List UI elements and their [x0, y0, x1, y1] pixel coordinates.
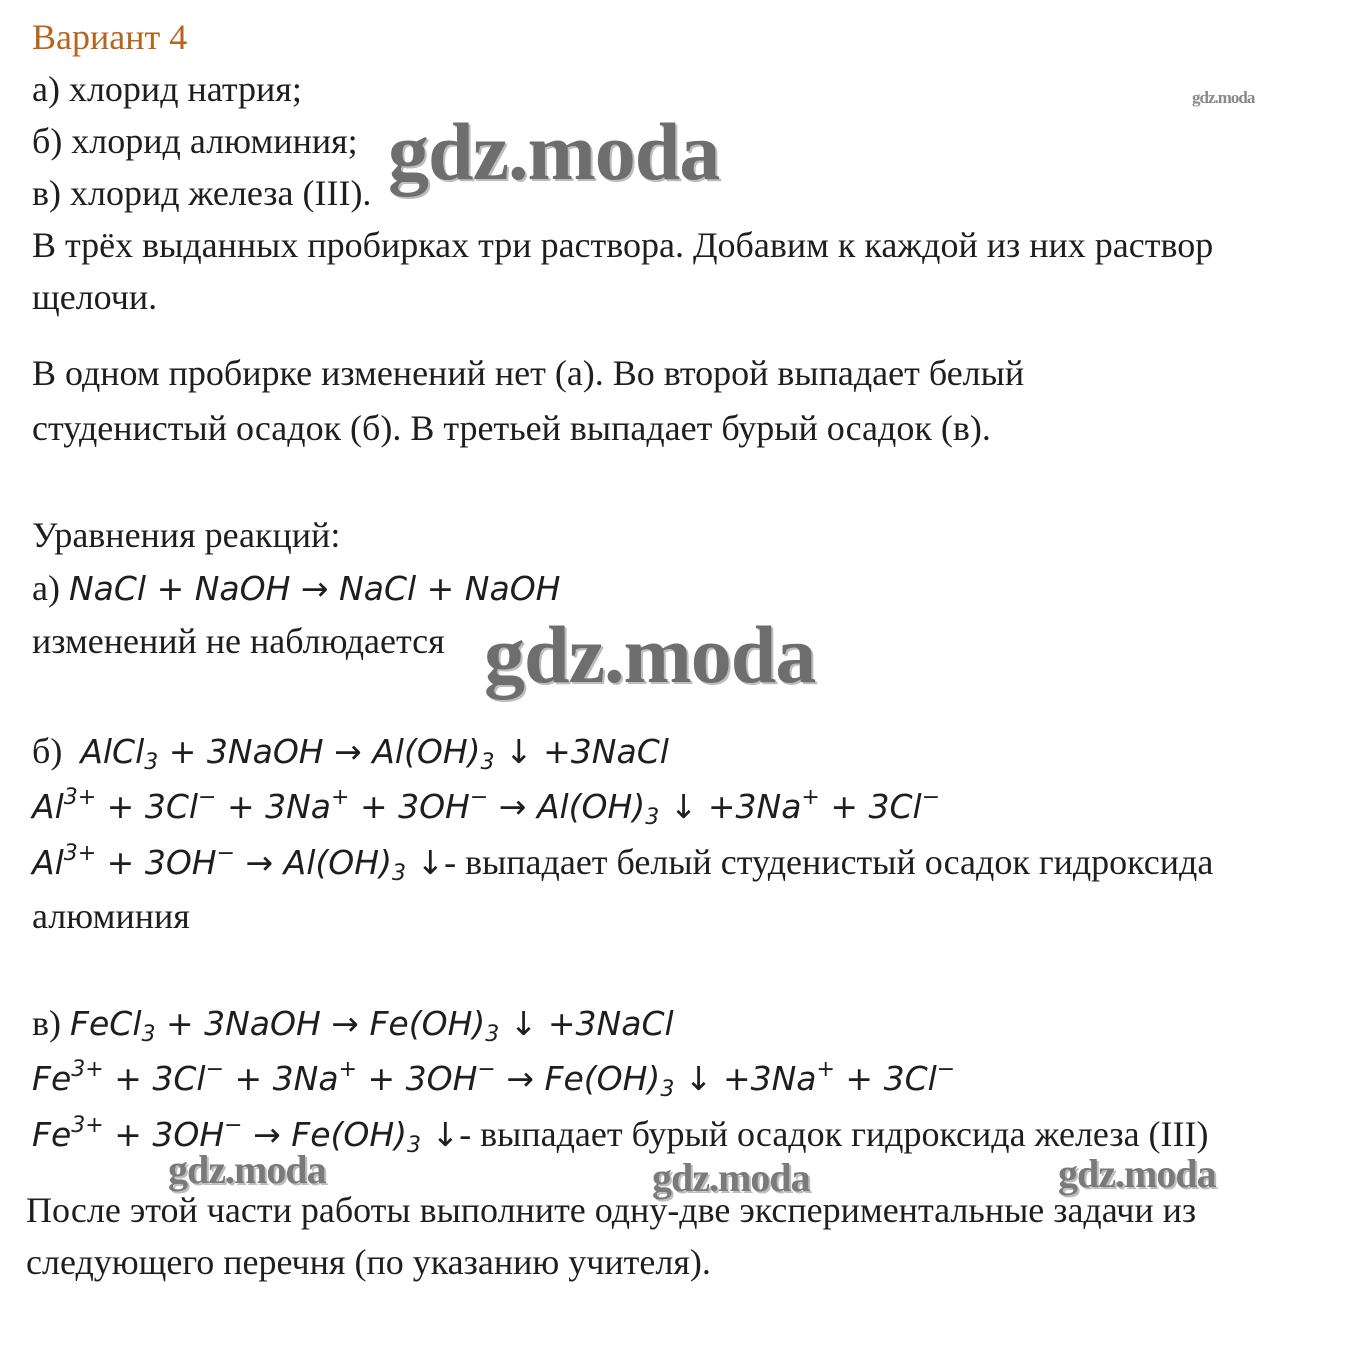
reaction-b-molecular — [32, 731, 669, 775]
reaction-c-prefix: в) — [32, 1003, 61, 1043]
item-a: а) хлорид натрия; — [32, 69, 302, 109]
watermark-small: gdz.moda — [1192, 88, 1255, 107]
reaction-c-formula: FeCl$_3$ + 3NaOH → $Fe(OH)_3$ ↓ +3NaCl — [70, 1004, 674, 1047]
reaction-a-prefix: а) — [32, 568, 60, 608]
equations-heading: Уравнения реакций: — [32, 515, 341, 555]
item-b: б) хлорид алюминия; — [32, 121, 358, 161]
intro-line-2: щелочи. — [32, 277, 158, 317]
reaction-b-note: - выпадает белый студенистый осадок гидроксида — [444, 842, 1214, 882]
watermark-top: gdz.moda — [388, 106, 720, 197]
reaction-a-note: изменений не наблюдается — [32, 621, 445, 661]
reaction-b-short-formula: $Al^{3+} + 3OH^- \to Al(OH)_3$ ↓ — [32, 841, 445, 886]
footer-line-2: следующего перечня (по указанию учителя). — [26, 1242, 711, 1282]
footer-line-1: После этой части работы выполните одну-две экспериментальные задачи из — [26, 1190, 1197, 1230]
observation-line-1: В одном пробирке изменений нет (а). Во второй выпадает белый — [32, 353, 1025, 393]
reaction-c-short-formula: $Fe^{3+} + 3OH^- \to Fe(OH)_3$ ↓ — [32, 1113, 460, 1158]
item-c: в) хлорид железа (III). — [32, 173, 372, 213]
reaction-b-formula: AlCl$_3$ + 3NaOH → $Al(OH)_3$ ↓ +3NaCl — [80, 732, 669, 775]
variant-title: Вариант 4 — [32, 17, 188, 57]
watermark-bottom-center: gdz.moda — [652, 1155, 810, 1200]
reaction-a-equation — [32, 568, 561, 609]
reaction-a-formula: NaCl + NaOH → NaCl + NaOH — [68, 569, 561, 608]
intro-line-1: В трёх выданных пробирках три раствора. Добавим к каждой из них раствор — [32, 225, 1214, 265]
watermark-middle: gdz.moda — [484, 609, 816, 700]
watermark-bottom-right: gdz.moda — [1058, 1151, 1216, 1196]
reaction-c-molecular — [32, 1003, 674, 1047]
reaction-b-short-ionic — [32, 841, 1214, 886]
reaction-b-prefix: б) — [32, 731, 63, 771]
reaction-b-note-cont: алюминия — [32, 896, 190, 936]
watermark-bottom-left: gdz.moda — [168, 1147, 326, 1192]
reaction-c-full-ionic: $Fe^{3+} + 3Cl^- + 3Na^+ + 3OH^- \to Fe(OH)_3$ ↓ +3Na+ + 3Cl− — [32, 1057, 956, 1102]
observation-line-2: студенистый осадок (б). В третьей выпадает бурый осадок (в). — [32, 408, 991, 448]
reaction-c-note: - выпадает бурый осадок гидроксида железа (III) — [459, 1114, 1209, 1154]
reaction-b-full-ionic: $Al^{3+} + 3Cl^- + 3Na^+ + 3OH^- \to Al(OH)_3$ ↓ +3Na+ + 3Cl− — [32, 785, 941, 830]
